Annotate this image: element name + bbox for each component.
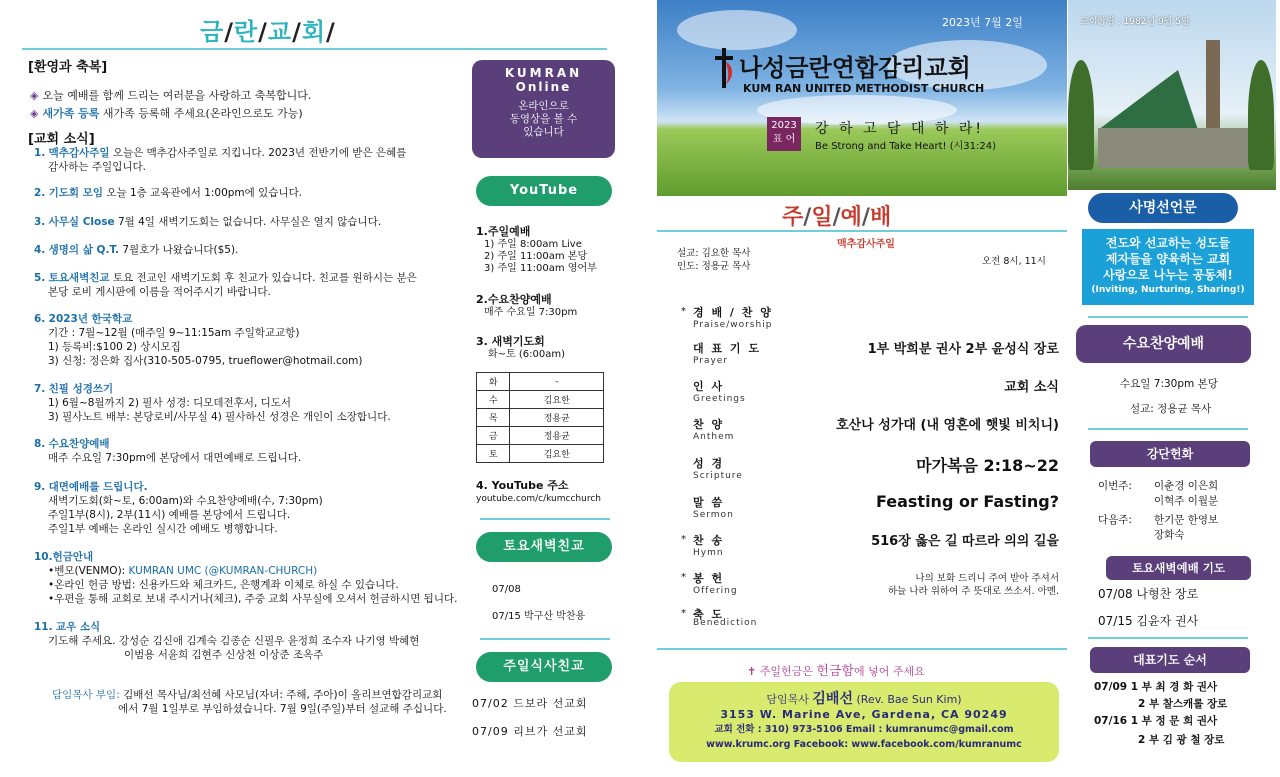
divider <box>480 638 610 640</box>
news-item-10: 10.헌금안내 •벤모(VENMO): KUMRAN UMC (@KUMRAN-CHURCH) •온라인 헌금 방법: 신용카드와 체크카드, 은행계좌 이체로 하실 수 있습니다. •우편을 통해 교회로 보내 주시거나(체크), 주중 교회 사무실에 오셔서 헌금하시면 됩니다. <box>34 551 458 605</box>
wednesday-worship-label: 수요찬양예배 <box>1076 325 1251 363</box>
right-column <box>1068 0 1280 777</box>
tree-shape <box>1248 60 1274 170</box>
worship-leader: 인도: 정용균 목사 <box>677 261 751 272</box>
section-title-worship: 주/일/예/배 <box>782 205 892 230</box>
news-heading: [교회 소식] <box>28 132 95 147</box>
sunday-service-info: 1.주일예배 1) 주일 8:00am Live 2) 주일 11:00am 본당 3) 주일 11:00am 영어부 <box>476 225 597 274</box>
rep-prayer-row: 07/09 1 부 최 경 화 권사 <box>1094 681 1218 693</box>
wednesday-worship-preacher: 설교: 정용균 목사 <box>1130 403 1212 415</box>
hero-banner <box>657 0 1067 196</box>
tower-shape <box>1206 40 1220 140</box>
diamond-icon: ◈ <box>30 107 39 120</box>
motto-year-badge: 2023 표 어 <box>767 117 801 151</box>
table-row: 수 김요한 <box>477 391 604 409</box>
saturday-prayer-row: 07/08 나형찬 장로 <box>1098 587 1199 601</box>
founded-date: 교회창립 : 1982년 9월 5일 <box>1080 17 1190 27</box>
divider <box>657 648 1067 650</box>
worship-subtitle: 맥추감사주일 <box>837 239 895 250</box>
church-name-english: KUM RAN UNITED METHODIST CHURCH <box>743 82 985 95</box>
bulletin-date: 2023년 7월 2일 <box>942 16 1023 29</box>
news-item-5: 5. 토요새벽친교 토요 전교인 새벽기도회 후 친교가 있습니다. 친교를 원하시는 분은 본당 로비 게시판에 이름을 적어주시기 바랍니다. <box>34 272 417 298</box>
rep-prayer-label: 대표기도 순서 <box>1090 647 1250 673</box>
rep-prayer-row: 2 부 찰스캐롤 장로 <box>1138 698 1228 710</box>
saturday-prayer-label: 토요새벽예배 기도 <box>1106 556 1251 580</box>
wall-shape <box>1098 128 1248 168</box>
roof-shape <box>1098 70 1198 130</box>
sunday-meal-row: 07/09 리브가 선교회 <box>472 725 588 738</box>
altar-flower-next-week: 다음주: 한기문 한영보 장화숙 <box>1098 514 1219 541</box>
pastor-name: 담임목사 김배선 (Rev. Bae Sun Kim) <box>766 691 962 707</box>
church-web-links[interactable]: www.krumc.org Facebook: www.facebook.com/kumranumc <box>706 739 1022 750</box>
mission-statement-box: 전도와 선교하는 성도들 제자들을 양육하는 교회 사랑으로 나누는 공동체! (Inviting, Nurturing, Sharing!) <box>1082 229 1254 305</box>
altar-flower-label: 강단헌화 <box>1090 441 1250 467</box>
church-photo <box>1068 0 1276 190</box>
divider <box>1088 316 1248 318</box>
mission-statement-pill: 사명선언문 <box>1088 193 1238 223</box>
table-row: 토 김요한 <box>477 445 604 463</box>
newcomer-line: ◈ 새가족 등록 새가족 등록해 주세요(온라인으로도 가능) <box>30 107 303 120</box>
divider <box>657 230 1067 232</box>
saturday-fellowship-pill: 토요새벽친교 <box>476 532 612 562</box>
wednesday-service-info: 2.수요찬양예배 매주 수요일 7:30pm <box>476 293 578 318</box>
table-row: 목 정용균 <box>477 409 604 427</box>
rep-prayer-row: 07/16 1 부 정 문 희 권사 <box>1094 715 1218 727</box>
church-phone-email: 교회 전화 : 310) 973-5106 Email : kumranumc@gmail.com <box>714 724 1014 735</box>
offering-note: ✝ 주일헌금은 헌금함에 넣어 주세요 <box>747 664 925 679</box>
altar-flower-this-week: 이번주: 이춘경 이은희 이혁주 이월분 <box>1098 480 1219 507</box>
news-pastor-arrival: 담임목사 부임: 김배선 목사님/최선혜 사모님(자녀: 주해, 주아)이 올리브연합감리교회 에서 7월 1일부로 부임하셨습니다. 7월 9일(주일)부터 설교해 주십니다. <box>52 689 447 715</box>
news-item-4: 4. 생명의 삶 Q.T. 7월호가 나왔습니다($5). <box>34 244 239 256</box>
cross-flame-icon <box>712 48 736 88</box>
worship-column: 2023년 7월 2일 나성금란연합감리교회 KUM RAN UNITED METHODIST CHURCH 2023 표 어 강 하 고 담 대 하 라! Be Strong and Take Heart! (시31:24) 주/일/예/배 맥추감사주일 설교: 김요한 목사 인도: 정용균 목사 오전 8시, 11시 * 경 배 / 찬 양 Praise/worship 대 표 기 도 Prayer 1부 박희분 권사 2부 윤성식 장로 인 사 Greetings 교회 소식 찬 양 Anthem 호산나 성가대 (내 영혼에 햇빛 비치니) 성 경 Scripture 마가복음 2:18~22 말 씀 Sermon Feasting or Fasting? * 찬 송 Hymn 516장 옳은 길 따르라 의의 길을 * 봉 헌 Offering 나의 보화 드리니 주여 받아 주셔서 하늘 나라 위하여 주 뜻대로 쓰소서. 아멘. * 축 도 Benediction ✝ 주일헌금은 헌금함에 넣어 주세요 담임목사 김배선 (Rev. Bae Sun Kim) 3153 W. Marine Ave, Gardena, CA 90249 교회 전화 : 310) 973-5106 Email : kumranumc@gmail.com www.krumc.org Facebook: www.facebook.com/kumranumc <box>657 0 1067 777</box>
news-item-3: 3. 사무실 Close 7월 4일 새벽기도회는 없습니다. 사무실은 열지 않습니다. <box>34 216 382 228</box>
cloud-shape <box>677 10 797 50</box>
youtube-pill: YouTube <box>476 176 612 206</box>
divider <box>1088 637 1248 639</box>
dawn-prayer-schedule <box>476 372 604 463</box>
youtube-address: 4. YouTube 주소 youtube.com/c/kumcchurch <box>476 479 601 504</box>
service-times: 오전 8시, 11시 <box>982 256 1046 267</box>
news-item-2: 2. 기도회 모임 오늘 1층 교육관에서 1:00pm에 있습니다. <box>34 187 303 199</box>
wednesday-worship-time: 수요일 7:30pm 본당 <box>1120 378 1218 390</box>
welcome-line: ◈ 오늘 예배를 함께 드리는 여러분을 사랑하고 축복합니다. <box>30 89 312 102</box>
table-row: 화 - <box>477 373 604 391</box>
rep-prayer-row: 2 부 김 광 철 장로 <box>1138 734 1225 746</box>
saturday-fellowship-row: 07/15 박구산 박찬용 <box>492 611 586 622</box>
news-item-6: 6. 2023년 한국학교 기간 : 7월~12월 (매주일 9~11:15am 주일학교교항) 1) 등록비:$100 2) 상시모집 3) 신청: 정은화 집사(310-505-0795, trueflower@hotmail.com) <box>34 313 363 367</box>
motto-korean: 강 하 고 담 대 하 라! <box>815 121 984 137</box>
saturday-prayer-row: 07/15 김윤자 권사 <box>1098 614 1199 628</box>
preacher: 설교: 김요한 목사 <box>677 248 751 259</box>
saturday-fellowship-row: 07/08 <box>492 584 521 595</box>
divider <box>1088 428 1248 430</box>
sunday-meal-row: 07/02 드보라 선교회 <box>472 697 588 710</box>
news-column <box>0 0 460 777</box>
news-item-11: 11. 교우 소식 기도해 주세요. 강성순 김신애 김계숙 김종순 신필우 윤정희 조수자 나기영 박혜현 이범용 서윤희 김현주 신상천 이상준 조옥주 <box>34 621 420 661</box>
sunday-meal-pill: 주일식사친교 <box>476 652 612 682</box>
news-item-1: 1. 맥추감사주일 오늘은 맥추감사주일로 지킵니다. 2023년 전반기에 받은 은혜를 감사하는 주일입니다. <box>34 147 407 173</box>
pastor-contact-box <box>669 682 1059 762</box>
church-name-korean: 나성금란연합감리교회 <box>739 54 971 82</box>
news-item-9: 9. 대면예배를 드립니다. 새벽기도회(화~토, 6:00am)와 수요찬양예배(수, 7:30pm) 주일1부(8시), 2부(11시) 예배를 본당에서 드립니다. 주일1부 예배는 온라인 실시간 예배도 병행합니다. <box>34 481 323 535</box>
divider <box>480 518 610 520</box>
church-address: 3153 W. Marine Ave, Gardena, CA 90249 <box>720 708 1008 721</box>
tree-shape <box>1068 60 1094 170</box>
section-title-kumran: 금/란/교/회/ <box>200 18 336 46</box>
welcome-heading: [환영과 축복] <box>28 60 108 75</box>
diamond-icon: ◈ <box>30 89 39 102</box>
kumran-online-box: KUMRAN Online 온라인으로 동영상을 볼 수 있습니다 <box>472 60 615 158</box>
motto-english: Be Strong and Take Heart! (시31:24) <box>815 141 996 152</box>
dawn-prayer-info: 3. 새벽기도회 화~토 (6:00am) <box>476 335 566 360</box>
table-row: 금 정용균 <box>477 427 604 445</box>
news-item-7: 7. 친필 성경쓰기 1) 6월~8월까지 2) 필사 성경: 디모데전후서, 디도서 3) 필사노트 배부: 본당로비/사무실 4) 필사하신 성경은 개인이 소장합니다. <box>34 383 391 423</box>
online-column <box>470 0 630 777</box>
news-item-8: 8. 수요찬양예배 매주 수요일 7:30pm에 본당에서 대면예배로 드립니다. <box>34 438 302 464</box>
